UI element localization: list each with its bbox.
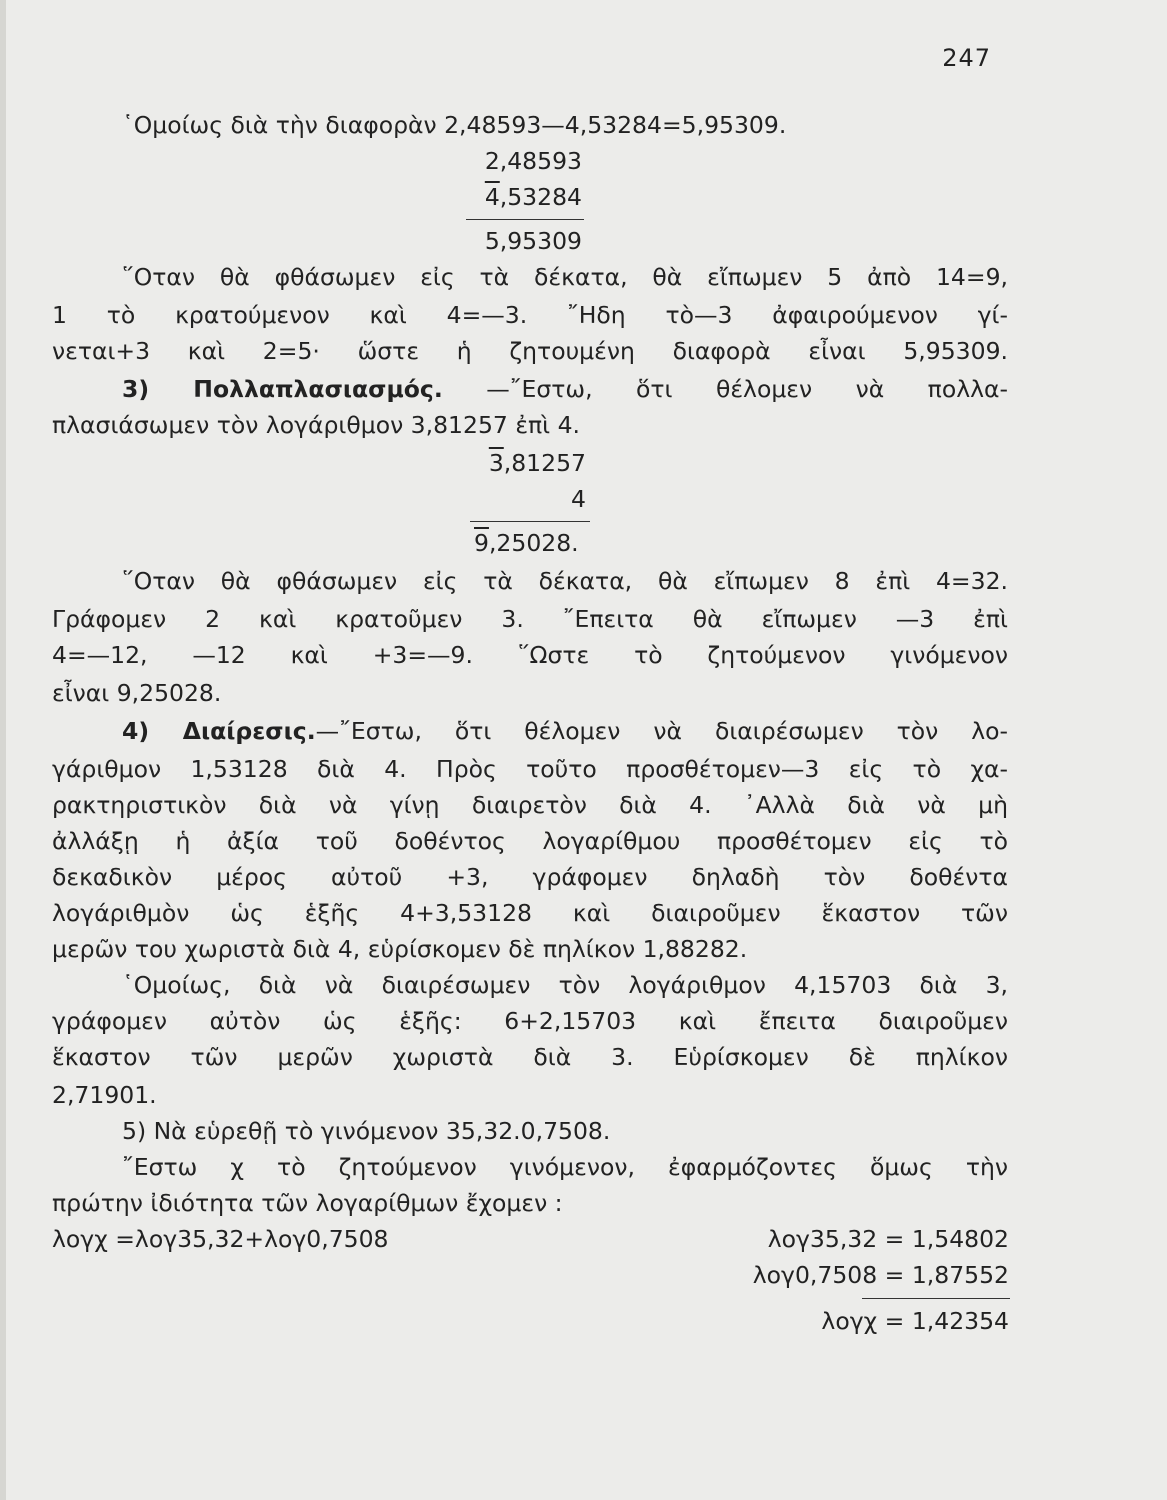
text-line: λογάριθμὸν ὡς ἑξῆς 4+3,53128 καὶ διαιροῦμεν ἕκαστον τῶν (52, 899, 1008, 927)
text-line: γράφομεν αὐτὸν ὡς ἑξῆς: 6+2,15703 καὶ ἔπειτα διαιροῦμεν (52, 1007, 1008, 1035)
equation-log-b: λογ0,7508 = 1,87552 (752, 1261, 1009, 1289)
text-line: γάριθμον 1,53128 διὰ 4. Πρὸς τοῦτο προσθέτομεν—3 εἰς τὸ χα- (52, 755, 1008, 783)
equation-left: λογχ =λογ35,32+λογ0,7508 (52, 1225, 389, 1253)
calc2-rule (470, 521, 590, 522)
text-line: ῾Ομοίως, διὰ νὰ διαιρέσωμεν τὸν λογάριθμον 4,15703 διὰ 3, (122, 971, 1008, 999)
calc1-rule (466, 219, 584, 220)
text-line: πρώτην ἰδιότητα τῶν λογαρίθμων ἔχομεν : (52, 1189, 563, 1217)
text-line: 4) Διαίρεσις.—῎Εστω, ὅτι θέλομεν νὰ διαιρέσωμεν τὸν λο- (122, 717, 1009, 745)
text-line: Γράφομεν 2 καὶ κρατοῦμεν 3. ῎Επειτα θὰ εἴπωμεν —3 ἐπὶ (52, 605, 1008, 633)
page-edge-shadow (0, 0, 6, 1500)
section-heading: 4) Διαίρεσις. (122, 717, 316, 745)
text-line: εἶναι 9,25028. (52, 679, 222, 707)
text-line: μερῶν του χωριστὰ διὰ 4, εὑρίσκομεν δὲ πηλίκον 1,88282. (52, 935, 748, 963)
calc1-operand-a: 2,48593 (484, 147, 582, 175)
text-line: ἕκαστον τῶν μερῶν χωριστὰ διὰ 3. Εὑρίσκομεν δὲ πηλίκον (52, 1043, 1008, 1071)
text-line: νεται+3 καὶ 2=5· ὥστε ἡ ζητουμένη διαφορὰ εἶναι 5,95309. (52, 337, 1008, 365)
text-line: 4=—12, —12 καὶ +3=—9. ῞Ωστε τὸ ζητούμενον γινόμενον (52, 641, 1008, 669)
text-line: 2,71901. (52, 1081, 157, 1109)
calc1-result: 5,95309 (484, 227, 582, 255)
calc2-operand-a: 3,81257 (488, 449, 586, 477)
page-number: 247 (942, 44, 991, 72)
text-line: ῞Οταν θὰ φθάσωμεν εἰς τὰ δέκατα, θὰ εἴπωμεν 8 ἐπὶ 4=32. (122, 567, 1008, 595)
text-line: 1 τὸ κρατούμενον καὶ 4=—3. ῎Ηδη τὸ—3 ἀφαιρούμενον γί- (52, 301, 1008, 329)
text-line: ῾Ομοίως διὰ τὴν διαφορὰν 2,48593—4,53284=5,95309. (122, 111, 787, 139)
text-line: ῞Οταν θὰ φθάσωμεν εἰς τὰ δέκατα, θὰ εἴπωμεν 5 ἀπὸ 14=9, (122, 263, 1008, 291)
calc2-operand-b: 4 (571, 485, 586, 513)
text-line: ρακτηριστικὸν διὰ νὰ γίνῃ διαιρετὸν διὰ 4. ᾿Αλλὰ διὰ νὰ μὴ (52, 791, 1008, 819)
text-line: 5) Νὰ εὑρεθῇ τὸ γινόμενον 35,32.0,7508. (122, 1117, 611, 1145)
equation-rule (862, 1298, 1010, 1299)
calc1-operand-b: 4,53284 (484, 183, 582, 211)
text-line: δεκαδικὸν μέρος αὐτοῦ +3, γράφομεν δηλαδὴ τὸν δοθέντα (52, 863, 1008, 891)
equation-result: λογχ = 1,42354 (821, 1307, 1009, 1335)
equation-log-a: λογ35,32 = 1,54802 (767, 1225, 1009, 1253)
section-heading: 3) Πολλαπλασιασμός. (122, 375, 443, 403)
text-line: ἀλλάξῃ ἡ ἀξία τοῦ δοθέντος λογαρίθμου προσθέτομεν εἰς τὸ (52, 827, 1008, 855)
text-line: πλασιάσωμεν τὸν λογάριθμον 3,81257 ἐπὶ 4. (52, 411, 581, 439)
calc2-result: 9,25028. (474, 529, 579, 557)
text-line: ῎Εστω χ τὸ ζητούμενον γινόμενον, ἐφαρμόζοντες ὅμως τὴν (122, 1153, 1008, 1181)
text-line: 3) Πολλαπλασιασμός. —῎Εστω, ὅτι θέλομεν νὰ πολλα- (122, 375, 1008, 403)
